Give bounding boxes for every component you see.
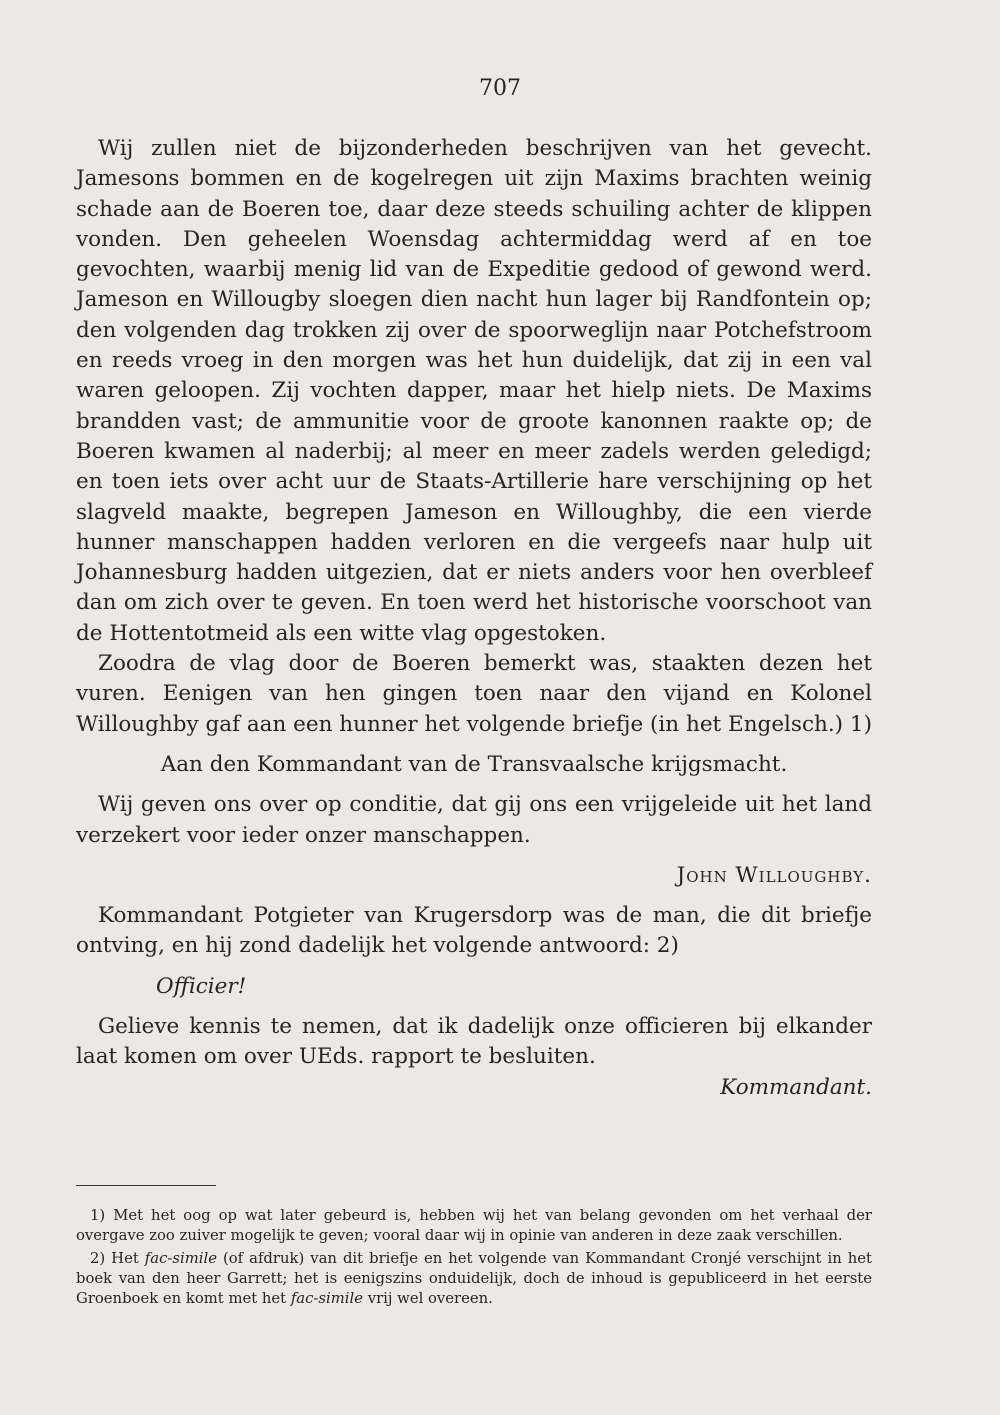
paragraph-flag: Zoodra de vlag door de Boeren bemerkt was, staakten dezen het vuren. Eenigen van hen gingen toen naar den vijand en Kolonel Willoughby gaf aan een hunner het volgende briefje (in het Engelsch.) 1) bbox=[76, 651, 872, 737]
page-number: 707 bbox=[479, 76, 521, 101]
main-text bbox=[76, 134, 872, 1103]
footnote-2 bbox=[76, 1249, 872, 1310]
footnote-2-text-b: (of afdruk) van dit briefje en het volgende van Kommandant Cronjé verschijnt in het boek van den heer Garrett; het is eenigszins onduidelijk, doch de inhoud is gepubliceerd in het eerste Groenboek en komt met het bbox=[76, 1249, 872, 1308]
reply-signature: Kommandant. bbox=[720, 1074, 872, 1100]
footnote-2-facsimile-1: fac-simile bbox=[144, 1249, 217, 1267]
letter-address: Aan den Kommandant van de Transvaalsche krijgsmacht. bbox=[160, 751, 788, 777]
footnote-2-text-a: 2) Het bbox=[90, 1249, 145, 1267]
letter-signature: John Willoughby. bbox=[676, 862, 872, 888]
reply-salutation: Officier! bbox=[156, 973, 247, 999]
footnote-2-facsimile-2: fac-simile bbox=[290, 1290, 363, 1308]
footnote-2-text-c: vrij wel overeen. bbox=[363, 1290, 493, 1308]
letter-body: Wij geven ons over op conditie, dat gij ons een vrijgeleide uit het land verzekert voor ieder onzer manschappen. bbox=[76, 792, 872, 848]
paragraph-potgieter: Kommandant Potgieter van Krugersdorp was de man, die dit briefje ontving, en hij zond dadelijk het volgende antwoord: 2) bbox=[76, 903, 872, 959]
footnote-rule bbox=[76, 1185, 216, 1186]
footnotes bbox=[76, 1206, 872, 1311]
footnote-1: 1) Met het oog op wat later gebeurd is, hebben wij het van belang gevonden om het verhaal der overgave zoo zuiver mogelijk te geven; vooral daar wij in opinie van anderen in deze zaak verschillen. bbox=[76, 1207, 872, 1245]
paragraph-battle: Wij zullen niet de bijzonderheden beschrijven van het gevecht. Jamesons bommen en de kogelregen uit zijn Maxims brachten weinig schade aan de Boeren toe, daar deze steeds schuiling achter de klippen vonden. Den geheelen Woensdag achtermiddag werd af en toe gevochten, waarbij menig lid van de Expeditie gedood of gewond werd. Jameson en Willougby sloegen dien nacht hun lager bij Randfontein op; den volgenden dag trokken zij over de spoorweglijn naar Potchefstroom en reeds vroeg in den morgen was het hun duidelijk, dat zij in een val waren geloopen. Zij vochten dapper, maar het hielp niets. De Maxims brandden vast; de ammunitie voor de groote kanonnen raakte op; de Boeren kwamen al naderbij; al meer en meer zadels werden geledigd; en toen iets over acht uur de Staats-Artillerie hare verschijning op het slagveld maakte, begrepen Jameson en Willoughby, die een vierde hunner manschappen hadden verloren en die vergeefs naar hulp uit Johannesburg hadden uitgezien, dat er niets anders voor hen overbleef dan om zich over te geven. En toen werd het historische voorschoot van de Hottentotmeid als een witte vlag opgestoken. bbox=[76, 136, 872, 646]
reply-body: Gelieve kennis te nemen, dat ik dadelijk onze officieren bij elkander laat komen om over UEds. rapport te besluiten. bbox=[76, 1014, 872, 1070]
